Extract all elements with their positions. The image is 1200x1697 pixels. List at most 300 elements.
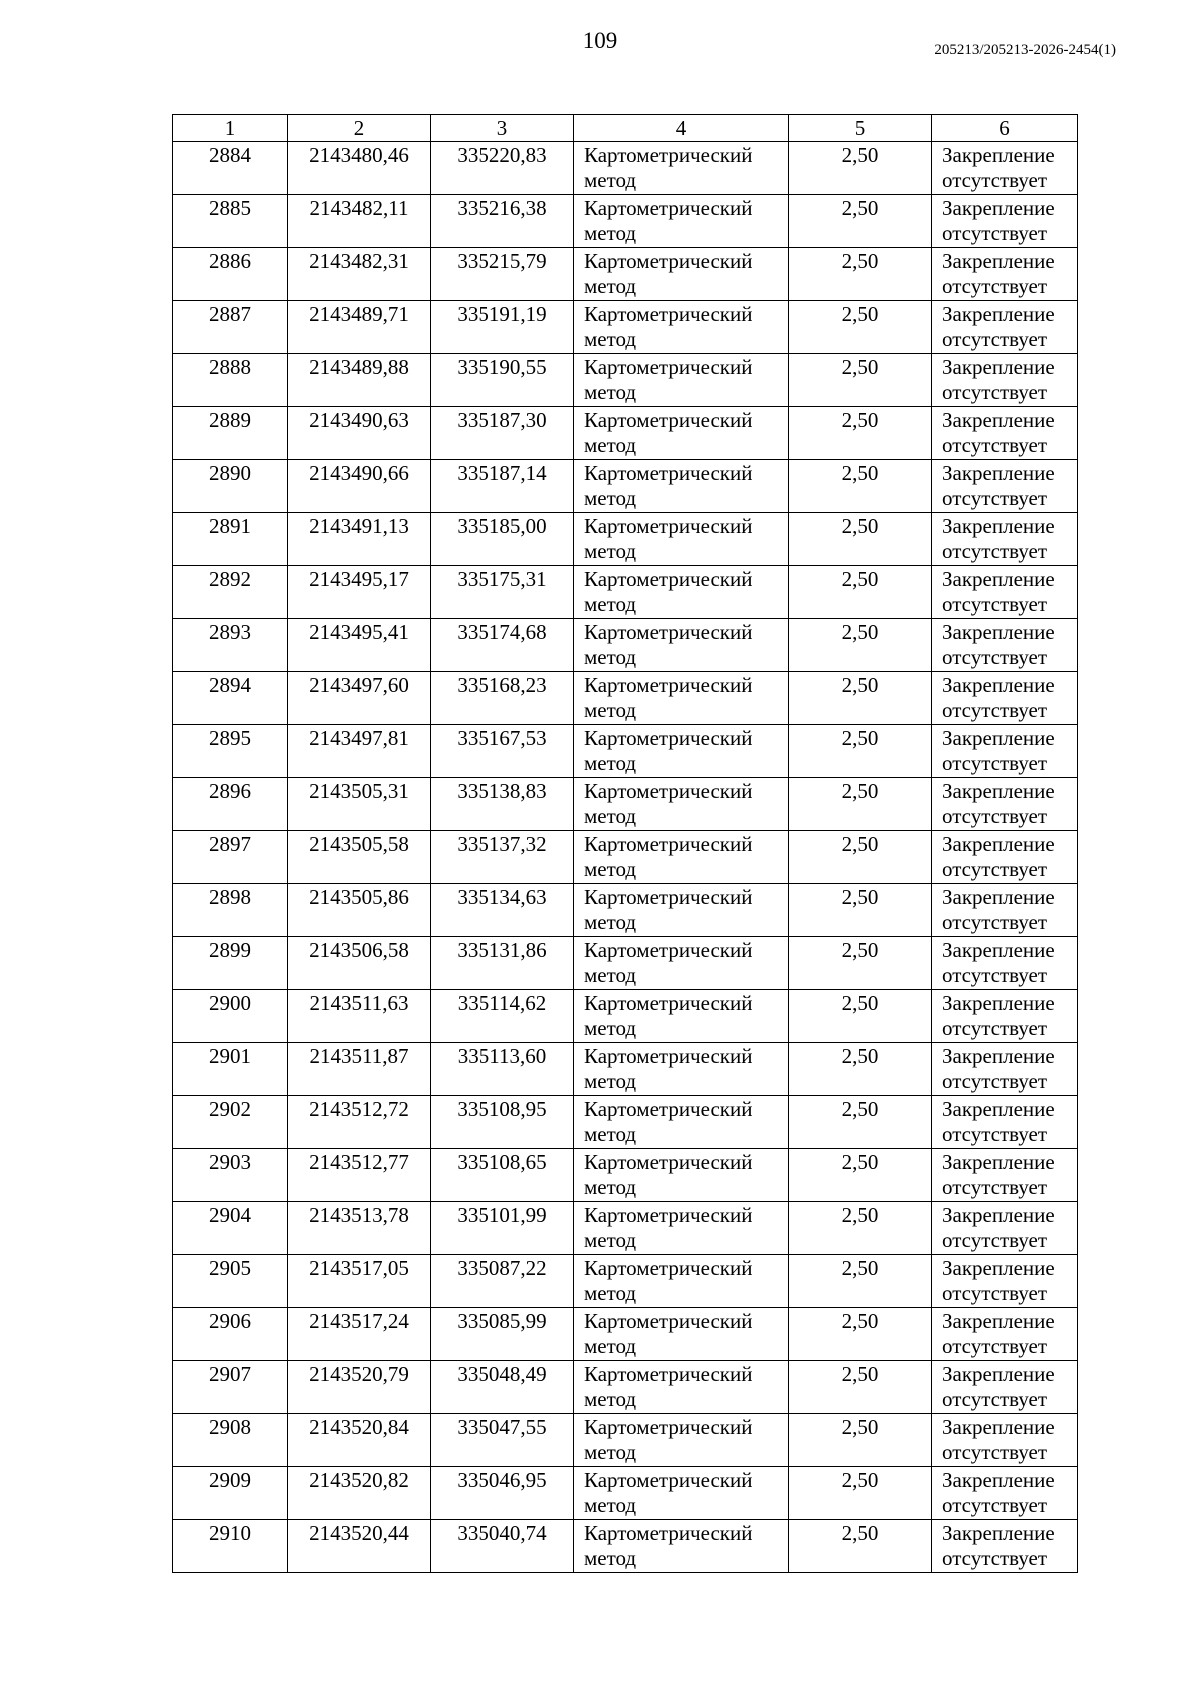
method-line: Картометрический <box>584 1203 753 1227</box>
fixing-cell <box>932 619 1078 672</box>
fixing-cell <box>932 195 1078 248</box>
method-line: метод <box>584 645 637 669</box>
method-line: Картометрический <box>584 885 753 909</box>
fixing-line: Закрепление <box>942 885 1055 909</box>
document-code: 205213/205213-2026-2454(1) <box>934 42 1116 58</box>
accuracy-cell: 2,50 <box>789 1414 932 1467</box>
coord-y-cell: 335114,62 <box>431 990 574 1043</box>
coord-x-cell: 2143511,63 <box>288 990 431 1043</box>
method-cell <box>574 460 789 513</box>
fixing-line: Закрепление <box>942 567 1055 591</box>
method-line: Картометрический <box>584 143 753 167</box>
coord-y-cell: 335108,95 <box>431 1096 574 1149</box>
table-row <box>173 301 1078 354</box>
fixing-line: отсутствует <box>942 645 1048 669</box>
coord-x-cell: 2143489,88 <box>288 354 431 407</box>
coord-y-cell: 335175,31 <box>431 566 574 619</box>
table-row <box>173 1043 1078 1096</box>
fixing-line: отсутствует <box>942 910 1048 934</box>
fixing-cell <box>932 884 1078 937</box>
accuracy-cell: 2,50 <box>789 990 932 1043</box>
accuracy-cell: 2,50 <box>789 1149 932 1202</box>
fixing-line: Закрепление <box>942 620 1055 644</box>
fixing-line: отсутствует <box>942 168 1048 192</box>
method-cell <box>574 1308 789 1361</box>
table-row <box>173 1096 1078 1149</box>
coord-x-cell: 2143489,71 <box>288 301 431 354</box>
fixing-line: отсутствует <box>942 486 1048 510</box>
method-cell <box>574 884 789 937</box>
table-row <box>173 1520 1078 1573</box>
coord-y-cell: 335134,63 <box>431 884 574 937</box>
accuracy-cell: 2,50 <box>789 619 932 672</box>
method-cell <box>574 566 789 619</box>
fixing-line: Закрепление <box>942 1415 1055 1439</box>
method-cell <box>574 778 789 831</box>
coord-y-cell: 335174,68 <box>431 619 574 672</box>
table-row <box>173 725 1078 778</box>
fixing-line: Закрепление <box>942 1097 1055 1121</box>
fixing-cell <box>932 142 1078 195</box>
table-row <box>173 1149 1078 1202</box>
coord-x-cell: 2143520,84 <box>288 1414 431 1467</box>
coord-x-cell: 2143520,79 <box>288 1361 431 1414</box>
method-cell <box>574 407 789 460</box>
point-number-cell: 2893 <box>173 619 288 672</box>
point-number-cell: 2884 <box>173 142 288 195</box>
coord-x-cell: 2143482,31 <box>288 248 431 301</box>
method-cell <box>574 1467 789 1520</box>
method-line: Картометрический <box>584 991 753 1015</box>
coord-y-cell: 335047,55 <box>431 1414 574 1467</box>
fixing-line: Закрепление <box>942 1309 1055 1333</box>
table-row <box>173 1308 1078 1361</box>
coord-y-cell: 335108,65 <box>431 1149 574 1202</box>
fixing-line: отсутствует <box>942 1546 1048 1570</box>
method-line: метод <box>584 857 637 881</box>
header-cell: 6 <box>932 115 1078 142</box>
table-row <box>173 1414 1078 1467</box>
fixing-line: отсутствует <box>942 1228 1048 1252</box>
method-line: Картометрический <box>584 832 753 856</box>
fixing-line: отсутствует <box>942 963 1048 987</box>
point-number-cell: 2890 <box>173 460 288 513</box>
accuracy-cell: 2,50 <box>789 248 932 301</box>
coord-x-cell: 2143505,31 <box>288 778 431 831</box>
fixing-line: Закрепление <box>942 1362 1055 1386</box>
method-cell <box>574 195 789 248</box>
point-number-cell: 2910 <box>173 1520 288 1573</box>
accuracy-cell: 2,50 <box>789 354 932 407</box>
fixing-line: отсутствует <box>942 751 1048 775</box>
method-line: Картометрический <box>584 1521 753 1545</box>
method-cell <box>574 831 789 884</box>
coord-x-cell: 2143482,11 <box>288 195 431 248</box>
fixing-line: Закрепление <box>942 991 1055 1015</box>
fixing-line: Закрепление <box>942 355 1055 379</box>
coord-x-cell: 2143513,78 <box>288 1202 431 1255</box>
point-number-cell: 2895 <box>173 725 288 778</box>
fixing-line: отсутствует <box>942 1069 1048 1093</box>
method-line: метод <box>584 592 637 616</box>
method-line: Картометрический <box>584 1468 753 1492</box>
method-line: метод <box>584 751 637 775</box>
fixing-line: отсутствует <box>942 1440 1048 1464</box>
point-number-cell: 2907 <box>173 1361 288 1414</box>
method-line: Картометрический <box>584 249 753 273</box>
method-cell <box>574 354 789 407</box>
coord-x-cell: 2143512,77 <box>288 1149 431 1202</box>
method-line: метод <box>584 1546 637 1570</box>
fixing-line: Закрепление <box>942 1468 1055 1492</box>
accuracy-cell: 2,50 <box>789 672 932 725</box>
coord-y-cell: 335220,83 <box>431 142 574 195</box>
accuracy-cell: 2,50 <box>789 1202 932 1255</box>
table-row <box>173 142 1078 195</box>
accuracy-cell: 2,50 <box>789 1255 932 1308</box>
table-row <box>173 513 1078 566</box>
method-line: метод <box>584 168 637 192</box>
table-row <box>173 778 1078 831</box>
coord-y-cell: 335190,55 <box>431 354 574 407</box>
method-line: метод <box>584 1493 637 1517</box>
method-cell <box>574 1202 789 1255</box>
fixing-line: Закрепление <box>942 938 1055 962</box>
method-cell <box>574 672 789 725</box>
point-number-cell: 2885 <box>173 195 288 248</box>
coord-x-cell: 2143506,58 <box>288 937 431 990</box>
method-line: метод <box>584 380 637 404</box>
point-number-cell: 2887 <box>173 301 288 354</box>
fixing-cell <box>932 1414 1078 1467</box>
fixing-line: отсутствует <box>942 804 1048 828</box>
method-line: метод <box>584 274 637 298</box>
fixing-cell <box>932 1520 1078 1573</box>
method-line: метод <box>584 804 637 828</box>
table-row <box>173 1202 1078 1255</box>
table-header-row <box>173 115 1078 142</box>
fixing-line: отсутствует <box>942 274 1048 298</box>
table-row <box>173 407 1078 460</box>
method-cell <box>574 1414 789 1467</box>
method-cell <box>574 301 789 354</box>
coord-y-cell: 335131,86 <box>431 937 574 990</box>
fixing-line: отсутствует <box>942 857 1048 881</box>
fixing-cell <box>932 1255 1078 1308</box>
fixing-line: отсутствует <box>942 327 1048 351</box>
method-line: Картометрический <box>584 1044 753 1068</box>
method-cell <box>574 1149 789 1202</box>
table-row <box>173 672 1078 725</box>
fixing-line: Закрепление <box>942 1150 1055 1174</box>
method-line: метод <box>584 1069 637 1093</box>
fixing-cell <box>932 1467 1078 1520</box>
coord-x-cell: 2143520,82 <box>288 1467 431 1520</box>
accuracy-cell: 2,50 <box>789 778 932 831</box>
point-number-cell: 2909 <box>173 1467 288 1520</box>
method-line: Картометрический <box>584 355 753 379</box>
coord-x-cell: 2143517,05 <box>288 1255 431 1308</box>
fixing-line: Закрепление <box>942 673 1055 697</box>
fixing-line: отсутствует <box>942 539 1048 563</box>
accuracy-cell: 2,50 <box>789 884 932 937</box>
coord-x-cell: 2143517,24 <box>288 1308 431 1361</box>
accuracy-cell: 2,50 <box>789 937 932 990</box>
fixing-line: отсутствует <box>942 1122 1048 1146</box>
table-row <box>173 460 1078 513</box>
fixing-cell <box>932 301 1078 354</box>
method-line: Картометрический <box>584 196 753 220</box>
point-number-cell: 2904 <box>173 1202 288 1255</box>
table-row <box>173 1467 1078 1520</box>
point-number-cell: 2899 <box>173 937 288 990</box>
accuracy-cell: 2,50 <box>789 301 932 354</box>
fixing-line: Закрепление <box>942 461 1055 485</box>
method-cell <box>574 1043 789 1096</box>
fixing-line: отсутствует <box>942 1281 1048 1305</box>
coord-x-cell: 2143511,87 <box>288 1043 431 1096</box>
method-line: метод <box>584 1175 637 1199</box>
method-line: метод <box>584 539 637 563</box>
point-number-cell: 2902 <box>173 1096 288 1149</box>
method-line: Картометрический <box>584 461 753 485</box>
fixing-line: Закрепление <box>942 726 1055 750</box>
coord-y-cell: 335046,95 <box>431 1467 574 1520</box>
fixing-line: Закрепление <box>942 408 1055 432</box>
method-line: метод <box>584 910 637 934</box>
point-number-cell: 2891 <box>173 513 288 566</box>
coord-y-cell: 335191,19 <box>431 301 574 354</box>
fixing-line: Закрепление <box>942 779 1055 803</box>
fixing-line: отсутствует <box>942 592 1048 616</box>
page-number: 109 <box>582 28 618 53</box>
fixing-cell <box>932 831 1078 884</box>
table-row <box>173 1255 1078 1308</box>
fixing-cell <box>932 1149 1078 1202</box>
method-line: метод <box>584 963 637 987</box>
coordinates-table <box>172 114 1078 1573</box>
method-cell <box>574 725 789 778</box>
table-body <box>173 142 1078 1573</box>
method-line: метод <box>584 433 637 457</box>
fixing-line: отсутствует <box>942 698 1048 722</box>
fixing-line: Закрепление <box>942 1044 1055 1068</box>
table-row <box>173 619 1078 672</box>
fixing-cell <box>932 460 1078 513</box>
fixing-line: отсутствует <box>942 380 1048 404</box>
point-number-cell: 2906 <box>173 1308 288 1361</box>
fixing-cell <box>932 566 1078 619</box>
coord-y-cell: 335137,32 <box>431 831 574 884</box>
fixing-line: отсутствует <box>942 1387 1048 1411</box>
fixing-line: отсутствует <box>942 1334 1048 1358</box>
table-row <box>173 884 1078 937</box>
fixing-line: Закрепление <box>942 249 1055 273</box>
fixing-cell <box>932 354 1078 407</box>
header-cell: 2 <box>288 115 431 142</box>
header-cell: 4 <box>574 115 789 142</box>
point-number-cell: 2900 <box>173 990 288 1043</box>
fixing-line: Закрепление <box>942 143 1055 167</box>
method-cell <box>574 937 789 990</box>
fixing-line: Закрепление <box>942 514 1055 538</box>
coord-y-cell: 335216,38 <box>431 195 574 248</box>
accuracy-cell: 2,50 <box>789 195 932 248</box>
fixing-line: Закрепление <box>942 196 1055 220</box>
method-line: Картометрический <box>584 1097 753 1121</box>
method-line: метод <box>584 221 637 245</box>
header-cell: 5 <box>789 115 932 142</box>
coord-y-cell: 335168,23 <box>431 672 574 725</box>
coord-x-cell: 2143497,81 <box>288 725 431 778</box>
fixing-line: отсутствует <box>942 1175 1048 1199</box>
fixing-line: Закрепление <box>942 832 1055 856</box>
table-row <box>173 990 1078 1043</box>
accuracy-cell: 2,50 <box>789 1361 932 1414</box>
fixing-line: отсутствует <box>942 221 1048 245</box>
coord-y-cell: 335087,22 <box>431 1255 574 1308</box>
coord-x-cell: 2143497,60 <box>288 672 431 725</box>
method-line: Картометрический <box>584 620 753 644</box>
fixing-cell <box>932 1096 1078 1149</box>
fixing-line: Закрепление <box>942 1521 1055 1545</box>
method-line: Картометрический <box>584 938 753 962</box>
coord-x-cell: 2143520,44 <box>288 1520 431 1573</box>
accuracy-cell: 2,50 <box>789 1043 932 1096</box>
point-number-cell: 2892 <box>173 566 288 619</box>
table-row <box>173 937 1078 990</box>
coord-y-cell: 335187,30 <box>431 407 574 460</box>
coord-y-cell: 335101,99 <box>431 1202 574 1255</box>
fixing-line: отсутствует <box>942 1493 1048 1517</box>
method-line: Картометрический <box>584 302 753 326</box>
coord-y-cell: 335040,74 <box>431 1520 574 1573</box>
coord-x-cell: 2143505,58 <box>288 831 431 884</box>
coord-x-cell: 2143490,63 <box>288 407 431 460</box>
fixing-line: Закрепление <box>942 1256 1055 1280</box>
fixing-cell <box>932 513 1078 566</box>
fixing-cell <box>932 1361 1078 1414</box>
fixing-line: Закрепление <box>942 1203 1055 1227</box>
method-cell <box>574 513 789 566</box>
fixing-line: отсутствует <box>942 433 1048 457</box>
point-number-cell: 2886 <box>173 248 288 301</box>
point-number-cell: 2908 <box>173 1414 288 1467</box>
fixing-cell <box>932 248 1078 301</box>
method-line: метод <box>584 1281 637 1305</box>
coord-y-cell: 335185,00 <box>431 513 574 566</box>
method-line: метод <box>584 327 637 351</box>
accuracy-cell: 2,50 <box>789 725 932 778</box>
coord-y-cell: 335138,83 <box>431 778 574 831</box>
method-line: метод <box>584 1387 637 1411</box>
coord-x-cell: 2143512,72 <box>288 1096 431 1149</box>
accuracy-cell: 2,50 <box>789 1467 932 1520</box>
accuracy-cell: 2,50 <box>789 1520 932 1573</box>
method-line: метод <box>584 1122 637 1146</box>
method-line: метод <box>584 698 637 722</box>
table-row <box>173 1361 1078 1414</box>
fixing-cell <box>932 407 1078 460</box>
method-line: Картометрический <box>584 1256 753 1280</box>
fixing-cell <box>932 725 1078 778</box>
accuracy-cell: 2,50 <box>789 566 932 619</box>
point-number-cell: 2897 <box>173 831 288 884</box>
accuracy-cell: 2,50 <box>789 1096 932 1149</box>
fixing-cell <box>932 937 1078 990</box>
table-row <box>173 831 1078 884</box>
accuracy-cell: 2,50 <box>789 831 932 884</box>
method-line: метод <box>584 1334 637 1358</box>
method-line: метод <box>584 1228 637 1252</box>
method-line: Картометрический <box>584 514 753 538</box>
accuracy-cell: 2,50 <box>789 513 932 566</box>
accuracy-cell: 2,50 <box>789 142 932 195</box>
table-row <box>173 566 1078 619</box>
method-line: Картометрический <box>584 1150 753 1174</box>
table-row <box>173 354 1078 407</box>
coord-x-cell: 2143505,86 <box>288 884 431 937</box>
coord-x-cell: 2143491,13 <box>288 513 431 566</box>
table-row <box>173 195 1078 248</box>
method-line: Картометрический <box>584 567 753 591</box>
header-cell: 1 <box>173 115 288 142</box>
method-line: Картометрический <box>584 1415 753 1439</box>
point-number-cell: 2888 <box>173 354 288 407</box>
coord-x-cell: 2143495,17 <box>288 566 431 619</box>
fixing-cell <box>932 1202 1078 1255</box>
method-cell <box>574 619 789 672</box>
method-line: Картометрический <box>584 408 753 432</box>
coord-y-cell: 335187,14 <box>431 460 574 513</box>
fixing-cell <box>932 672 1078 725</box>
method-line: Картометрический <box>584 673 753 697</box>
coord-x-cell: 2143490,66 <box>288 460 431 513</box>
point-number-cell: 2905 <box>173 1255 288 1308</box>
point-number-cell: 2901 <box>173 1043 288 1096</box>
method-line: Картометрический <box>584 779 753 803</box>
method-line: метод <box>584 486 637 510</box>
accuracy-cell: 2,50 <box>789 460 932 513</box>
fixing-line: отсутствует <box>942 1016 1048 1040</box>
header-cell: 3 <box>431 115 574 142</box>
fixing-cell <box>932 778 1078 831</box>
point-number-cell: 2898 <box>173 884 288 937</box>
coord-y-cell: 335215,79 <box>431 248 574 301</box>
coord-y-cell: 335048,49 <box>431 1361 574 1414</box>
fixing-cell <box>932 1308 1078 1361</box>
point-number-cell: 2889 <box>173 407 288 460</box>
method-line: метод <box>584 1016 637 1040</box>
method-line: Картометрический <box>584 1309 753 1333</box>
fixing-line: Закрепление <box>942 302 1055 326</box>
method-cell <box>574 142 789 195</box>
coord-y-cell: 335113,60 <box>431 1043 574 1096</box>
table-row <box>173 248 1078 301</box>
method-line: Картометрический <box>584 726 753 750</box>
fixing-cell <box>932 990 1078 1043</box>
method-cell <box>574 1096 789 1149</box>
point-number-cell: 2903 <box>173 1149 288 1202</box>
point-number-cell: 2896 <box>173 778 288 831</box>
method-cell <box>574 1361 789 1414</box>
method-cell <box>574 990 789 1043</box>
fixing-cell <box>932 1043 1078 1096</box>
method-cell <box>574 1255 789 1308</box>
method-line: Картометрический <box>584 1362 753 1386</box>
coord-x-cell: 2143495,41 <box>288 619 431 672</box>
coord-x-cell: 2143480,46 <box>288 142 431 195</box>
